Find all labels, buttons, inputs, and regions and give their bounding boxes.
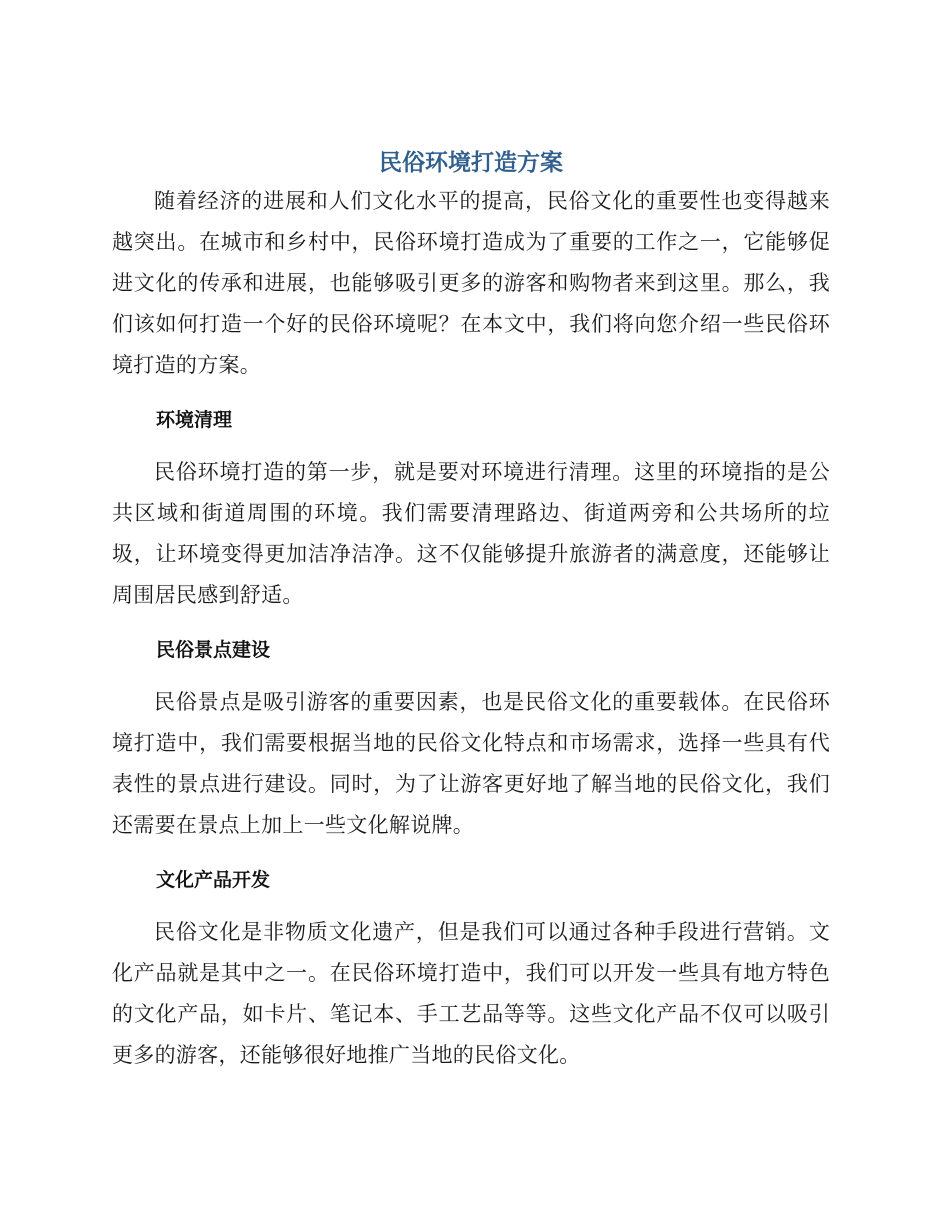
document-content: [112, 145, 830, 1076]
section-heading-environment-cleanup: 环境清理: [156, 409, 233, 431]
section-heading-folk-attractions: 民俗景点建设: [156, 639, 271, 661]
intro-paragraph: 随着经济的进展和人们文化水平的提高，民俗文化的重要性也变得越来越突出。在城市和乡村中，民俗环境打造成为了重要的工作之一，它能够促进文化的传承和进展，也能够吸引更多的游客和购物者来到这里。那么，我们该如何打造一个好的民俗环境呢？在本文中，我们将向您介绍一些民俗环境打造的方案。: [112, 189, 830, 377]
section-heading-cultural-products: 文化产品开发: [156, 869, 271, 891]
document-title: 民俗环境打造方案: [379, 150, 563, 176]
section-body-cultural-products: 民俗文化是非物质文化遗产，但是我们可以通过各种手段进行营销。文化产品就是其中之一。在民俗环境打造中，我们可以开发一些具有地方特色的文化产品，如卡片、笔记本、手工艺品等等。这些文化产品不仅可以吸引更多的游客，还能够很好地推广当地的民俗文化。: [112, 920, 830, 1067]
section-body-folk-attractions: 民俗景点是吸引游客的重要因素，也是民俗文化的重要载体。在民俗环境打造中，我们需要根据当地的民俗文化特点和市场需求，选择一些具有代表性的景点进行建设。同时，为了让游客更好地了解当地的民俗文化，我们还需要在景点上加上一些文化解说牌。: [112, 690, 830, 837]
section-body-environment-cleanup: 民俗环境打造的第一步，就是要对环境进行清理。这里的环境指的是公共区域和街道周围的环境。我们需要清理路边、街道两旁和公共场所的垃圾，让环境变得更加洁净洁净。这不仅能够提升旅游者的满意度，还能够让周围居民感到舒适。: [112, 460, 830, 607]
